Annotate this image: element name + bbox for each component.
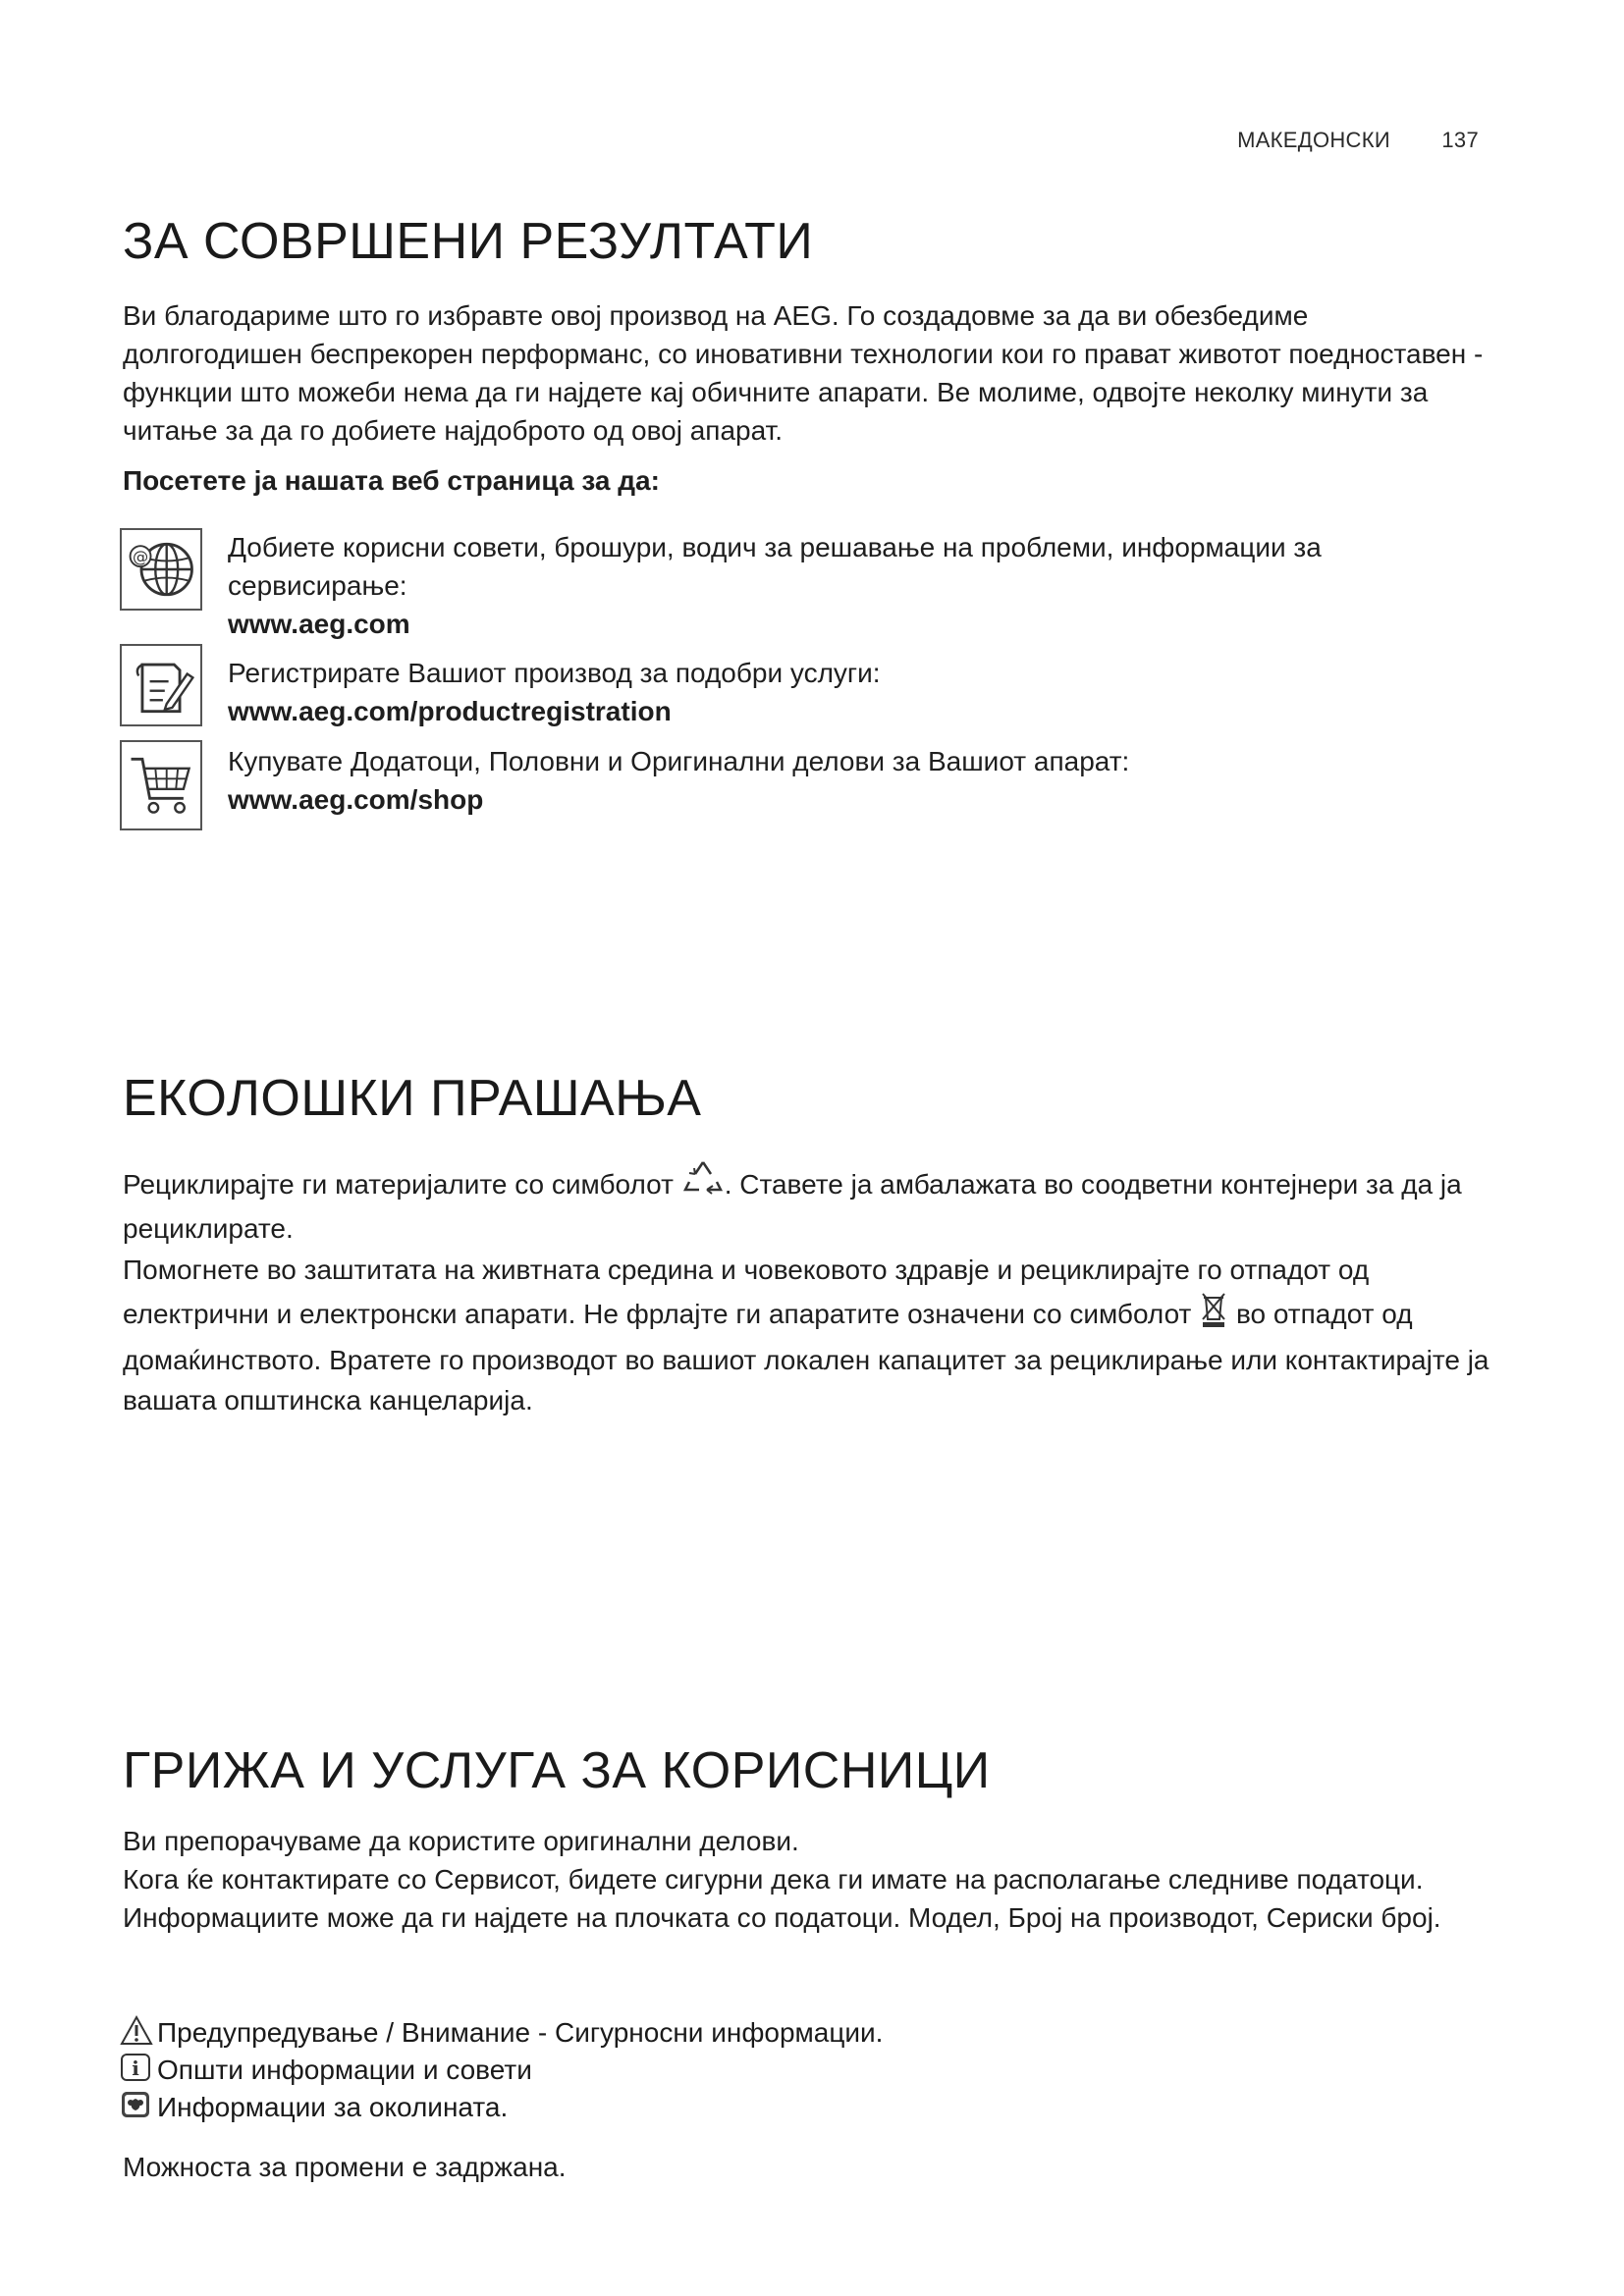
changes-reserved-note: Можноста за промени е задржана. [123, 2152, 567, 2182]
care-paragraph-1: Ви препорачуваме да користите оригинални делови. [123, 1826, 799, 1856]
perfect-results-section [123, 213, 1497, 270]
svg-text:@: @ [132, 547, 149, 566]
page-number: 137 [1441, 128, 1479, 152]
legend-row-info [120, 2052, 532, 2087]
footer-block [123, 2148, 1497, 2186]
web-item-text: Купувате Додатоци, Половни и Оригинални делови за Вашиот апарат: [228, 746, 1130, 776]
recycle-text-before: Рециклирајте ги материјалите со симболот [123, 1169, 674, 1200]
web-item-1 [228, 528, 1504, 643]
recycle-icon [681, 1156, 725, 1209]
recycle-text-after: . Ставете ја амбалажата во соодветни контејнери за да ја рециклирате. [123, 1169, 1462, 1244]
legend-text: Предупредување / Внимание - Сигурносни информации. [157, 2017, 884, 2048]
web-item-2 [228, 654, 1504, 730]
web-item-text: Добиете корисни совети, брошури, водич за решавање на проблеми, информации за сервисирање: [228, 532, 1322, 601]
environment-icon [120, 2089, 153, 2122]
weee-text-after: во отпадот од домаќинството. Вратете го производот во вашиот локален капацитет за рециклирање или контактирајте ја вашата општинска канцеларија. [123, 1299, 1489, 1415]
globe-icon [120, 528, 202, 611]
customer-care-section [123, 1742, 1497, 1799]
care-paragraph-2: Кога ќе контактирате со Сервисот, бидете сигурни дека ги имате на располагање следниве податоци. [123, 1864, 1424, 1895]
intro-paragraph: Ви благодариме што го избравте овој производ на AEG. Го создадовме за да ви обезбедиме долгогодишен беспрекорен перформанс, со иновативни технологии кои го прават животот поедноставен - функции што можеби нема да ги најдете кај обичните апарати. Ве молиме, одвојте неколку минути за читање за да го добиете најдоброто од овој апарат. [123, 300, 1484, 446]
customer-care-title: ГРИЖА И УСЛУГА ЗА КОРИСНИЦИ [123, 1742, 991, 1799]
environment-text [123, 1156, 1497, 1420]
visit-heading: Посетете ја нашата веб страница за да: [123, 465, 660, 496]
page-header [1237, 128, 1479, 153]
intro-block [123, 296, 1492, 450]
web-item-url[interactable]: www.aeg.com/productregistration [228, 696, 672, 726]
web-item-url[interactable]: www.aeg.com/shop [228, 784, 484, 815]
web-item-3 [228, 742, 1504, 819]
care-paragraph-3: Информациите може да ги најдете на плочката со податоци. Модел, Број на производот, Сериски број. [123, 1902, 1441, 1933]
web-item-text: Регистрирате Вашиот производ за подобри услуги: [228, 658, 881, 688]
legend-row-warning [120, 2014, 883, 2050]
weee-text-before: Помогнете во заштитата на живтната средина и човековото здравје и рециклирајте го отпадот од електрични и електронски апарати. Не фрлајте ги апаратите означени со симболот [123, 1255, 1370, 1329]
recycle-paragraph [123, 1156, 1497, 1248]
weee-paragraph [123, 1250, 1497, 1420]
web-item-url[interactable]: www.aeg.com [228, 609, 410, 639]
info-icon [120, 2052, 153, 2085]
shopping-cart-icon [120, 740, 202, 830]
svg-text:i: i [132, 2056, 139, 2080]
environment-title: ЕКОЛОШКИ ПРАШАЊА [123, 1070, 702, 1127]
warning-icon [120, 2014, 153, 2048]
customer-care-text [123, 1822, 1492, 1937]
perfect-results-title: ЗА СОВРШЕНИ РЕЗУЛТАТИ [123, 213, 814, 270]
language-label: МАКЕДОНСКИ [1237, 128, 1390, 152]
crossed-bin-icon [1199, 1290, 1228, 1340]
visit-heading-block [123, 461, 1497, 500]
legend-text: Информации за околината. [157, 2092, 509, 2122]
legend-row-environment [120, 2089, 508, 2124]
environment-section [123, 1070, 1497, 1127]
legend-text: Општи информации и совети [157, 2055, 532, 2085]
registration-icon [120, 644, 202, 726]
